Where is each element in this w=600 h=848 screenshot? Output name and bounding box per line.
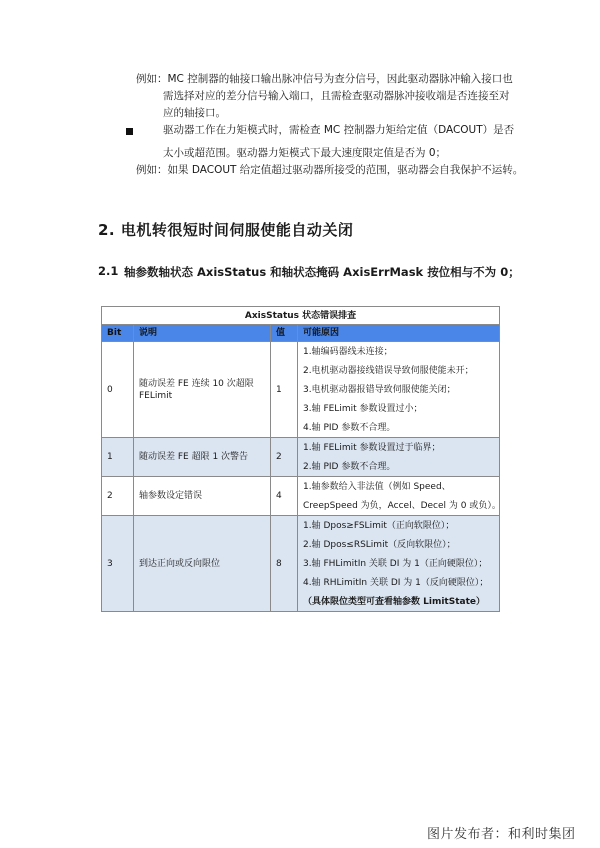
p1-line-2: 需选择对应的差分信号输入端口，且需检查驱动器脉冲接收端是否连接至对 [163, 90, 510, 102]
cell-bit: 3 [102, 516, 134, 612]
cell-causes [298, 342, 500, 438]
subsection-number: 2.1 [98, 264, 119, 278]
cell-bit: 2 [102, 477, 134, 516]
cell-causes [298, 477, 500, 516]
cell-desc [134, 438, 271, 477]
table-title-row [102, 307, 500, 325]
desc-line: 随动误差 FE 超限 1 次警告 [139, 452, 249, 462]
axis-status-table [101, 306, 500, 612]
desc-line: 到达正向或反向限位 [139, 558, 221, 569]
cause-line: 2.轴 Dpos≤RSLimit（反向软限位）； [303, 539, 456, 550]
cell-desc [134, 516, 271, 612]
subsection-title: 轴参数轴状态 AxisStatus 和轴状态掩码 AxisErrMask 按位相与不为 0； [124, 265, 520, 279]
table-row [102, 438, 500, 477]
table-row [102, 342, 500, 438]
bullet-line-2: 太小或超范围。驱动器力矩模式下最大速度限定值是否为 0； [163, 147, 447, 159]
table-header-row [102, 325, 500, 342]
table-body [102, 342, 500, 612]
cell-value: 4 [271, 477, 298, 516]
cause-line: 4.轴 PID 参数不合理。 [303, 422, 396, 433]
header-cause: 可能原因 [298, 325, 500, 342]
bullet-line-1: 驱动器工作在力矩模式时，需检查 MC 控制器力矩给定值（DACOUT）是否 [163, 124, 515, 136]
desc-line: FELimit [139, 390, 173, 401]
publisher-watermark: 图片发布者：和利时集团 [427, 827, 576, 842]
square-bullet-icon [126, 128, 133, 135]
cell-causes [298, 516, 500, 612]
cause-line: 1.轴 FELimit 参数设置过于临界； [303, 442, 441, 453]
cause-line: 3.轴 FHLimitIn 关联 DI 为 1（正向硬限位）； [303, 558, 488, 569]
cause-line: 1.轴编码器线未连接； [303, 346, 393, 357]
cell-bit: 1 [102, 438, 134, 477]
p1-line-3: 应的轴接口。 [163, 107, 226, 119]
p1-line-1: 例如：MC 控制器的轴接口输出脉冲信号为查分信号，因此驱动器脉冲输入接口也 [136, 73, 513, 85]
cell-value: 8 [271, 516, 298, 612]
cell-bit: 0 [102, 342, 134, 438]
cause-line: 2.轴 PID 参数不合理。 [303, 461, 396, 472]
cause-line: 2.电机驱动器接线错误导致伺服使能未开； [303, 365, 474, 376]
cause-line: 4.轴 RHLimitIn 关联 DI 为 1（反向硬限位）； [303, 577, 489, 588]
cell-value: 1 [271, 342, 298, 438]
cause-line: CreepSpeed 为负，Accel、Decel 为 0 或负）。 [303, 500, 501, 511]
header-value: 值 [271, 325, 298, 342]
header-bit: Bit [102, 325, 134, 342]
header-desc: 说明 [134, 325, 271, 342]
cell-causes [298, 438, 500, 477]
desc-line: 轴参数设定错误 [139, 491, 203, 501]
paragraph-example-2: 例如：如果 DACOUT 给定值超过驱动器所接受的范围，驱动器会自我保护不运转。 [136, 164, 524, 176]
desc-line: 随动误差 FE 连续 10 次超限 [139, 378, 254, 389]
cell-value: 2 [271, 438, 298, 477]
section-heading: 2. 电机转很短时间伺服使能自动关闭 [98, 221, 354, 239]
cell-desc [134, 477, 271, 516]
cause-line: （具体限位类型可查看轴参数 LimitState） [303, 596, 485, 607]
cause-line: 3.电机驱动器报错导致伺服使能关闭； [303, 384, 456, 395]
cell-desc [134, 342, 271, 438]
cause-line: 1.轴参数给入非法值（例如 Speed、 [303, 481, 451, 492]
table-title: AxisStatus 状态错误排查 [102, 307, 500, 325]
cause-line: 1.轴 Dpos≥FSLimit（正向软限位）； [303, 520, 455, 531]
table-row [102, 477, 500, 516]
cause-line: 3.轴 FELimit 参数设置过小； [303, 403, 423, 414]
table-row [102, 516, 500, 612]
